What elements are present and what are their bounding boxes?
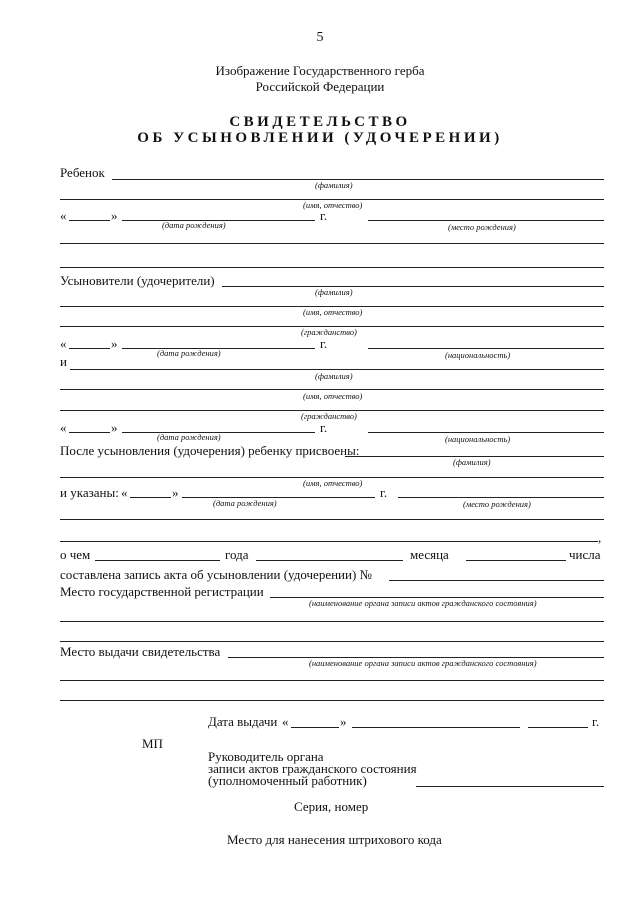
registration-extra-line-1[interactable] [60,621,604,622]
child-extra-line-2[interactable] [60,267,604,268]
head-signature-line[interactable] [416,786,604,787]
issue-place-label: Место выдачи свидетельства [60,644,221,659]
head-label-line2: записи актов гражданского состояния [208,761,417,776]
stamp-mark: МП [142,736,163,751]
issue-date-year-mark: г. [592,714,600,729]
new-birth-quote-open: « [121,485,128,500]
adopters-and-label: и [60,354,67,369]
record-month-line[interactable] [466,560,566,561]
child-birth-day-line[interactable] [69,220,110,221]
adopter2-birth-year-mark: г. [320,420,328,435]
emblem-caption-line1: Изображение Государственного герба [215,63,425,78]
after-adoption-label: После усыновления (удочерения) ребенку присвоены: [60,443,360,458]
registration-place-label: Место государственной регистрации [60,584,264,599]
title-line2: ОБ УСЫНОВЛЕНИИ (УДОЧЕРЕНИИ) [137,130,503,146]
hint-adopter2-nationality: (национальность) [445,434,511,444]
hint-child-birth-place: (место рождения) [448,222,516,232]
adopter2-birth-quote-open: « [60,420,67,435]
issue-date-month-line[interactable] [352,727,520,728]
new-birth-day-line[interactable] [130,497,171,498]
adopter1-birth-quote-close: » [111,336,118,351]
hint-new-birth-date: (дата рождения) [213,498,277,508]
adopter2-name-line[interactable] [60,389,604,390]
hint-adopter1-name: (имя, отчество) [303,307,363,317]
child-birth-quote-close: » [111,208,118,223]
hint-adopter2-citizenship: (гражданство) [301,411,357,421]
hint-adopter1-nationality: (национальность) [445,350,511,360]
record-year-word: года [225,547,249,562]
adopter2-surname-line[interactable] [70,369,604,370]
hint-child-birth-date: (дата рождения) [162,220,226,230]
head-label-line3: (уполномоченный работник) [208,773,367,788]
record-day-line[interactable] [95,560,220,561]
hint-issue-office: (наименование органа записи актов гражданского состояния) [309,658,537,668]
child-birth-quote-open: « [60,208,67,223]
act-record-label: составлена запись акта об усыновлении (удочерении) № [60,567,372,582]
child-birth-place-line[interactable] [368,220,604,221]
new-extra-line-1[interactable] [60,519,604,520]
hint-adopter1-birth-date: (дата рождения) [157,348,221,358]
child-birth-year-mark: г. [320,208,328,223]
adopter1-birth-quote-open: « [60,336,67,351]
hint-new-surname: (фамилия) [453,457,491,467]
adopter2-birth-day-line[interactable] [69,432,110,433]
adopter2-nationality-line[interactable] [368,432,604,433]
issue-extra-line-2[interactable] [60,700,604,701]
record-day-word: числа [569,547,601,562]
hint-new-birth-place: (место рождения) [463,499,531,509]
emblem-caption-line2: Российской Федерации [255,79,385,94]
page-number: 5 [316,30,324,45]
hint-registration-office: (наименование органа записи актов гражданского состояния) [309,598,537,608]
hint-adopter1-surname: (фамилия) [315,287,353,297]
series-number-label: Серия, номер [294,799,369,814]
record-month-word: месяца [410,547,449,562]
hint-adopter2-birth-date: (дата рождения) [157,432,221,442]
child-surname-line[interactable] [112,179,604,180]
barcode-place-label: Место для нанесения штрихового кода [227,832,442,847]
hint-new-name: (имя, отчество) [303,478,363,488]
new-extra-line-2[interactable] [60,541,598,542]
adopter1-surname-line[interactable] [222,286,604,287]
new-birth-month-line[interactable] [182,497,375,498]
issue-date-label: Дата выдачи [208,714,278,729]
adopter1-birth-year-mark: г. [320,336,328,351]
hint-adopter1-citizenship: (гражданство) [301,327,357,337]
new-birth-quote-close: » [172,485,179,500]
issue-extra-line-1[interactable] [60,680,604,681]
child-label: Ребенок [60,165,105,180]
adopter2-birth-quote-close: » [111,420,118,435]
indicated-label: и указаны: [60,485,119,500]
hint-child-surname: (фамилия) [315,180,353,190]
adopter1-birth-day-line[interactable] [69,348,110,349]
child-extra-line-1[interactable] [60,243,604,244]
record-about-label: о чем [60,547,91,562]
act-record-number-line[interactable] [389,580,604,581]
hint-adopter2-surname: (фамилия) [315,371,353,381]
head-label-line1: Руководитель органа [208,749,324,764]
hint-adopter2-name: (имя, отчество) [303,391,363,401]
issue-date-quote-close: » [340,714,347,729]
adopter1-nationality-line[interactable] [368,348,604,349]
title-line1: СВИДЕТЕЛЬСТВО [229,114,411,130]
issue-date-year-line[interactable] [528,727,588,728]
end-comma: , [598,530,602,545]
adopters-label: Усыновители (удочерители) [60,273,215,288]
new-birth-year-mark: г. [380,485,388,500]
registration-extra-line-2[interactable] [60,641,604,642]
hint-child-name: (имя, отчество) [303,200,363,210]
issue-date-day-line[interactable] [291,727,339,728]
record-year-line[interactable] [256,560,403,561]
issue-date-quote-open: « [282,714,289,729]
new-birth-place-line[interactable] [398,497,604,498]
